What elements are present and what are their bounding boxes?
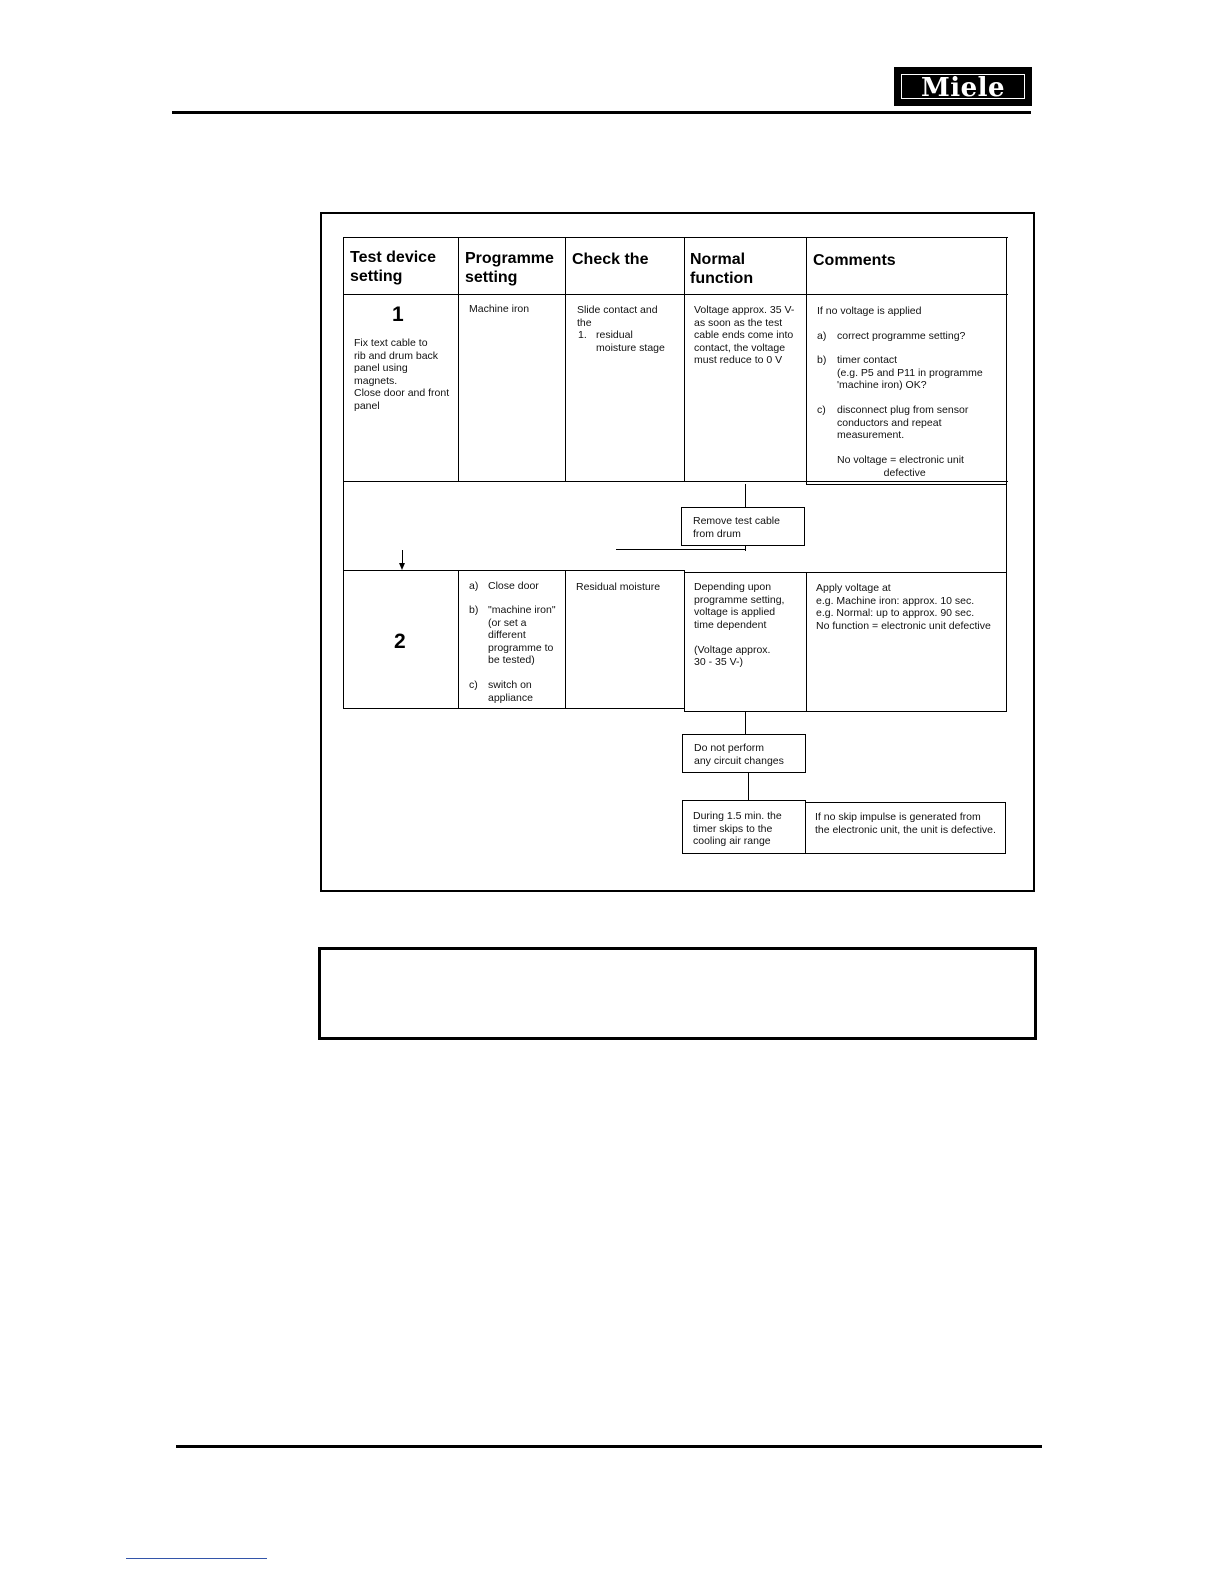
row1-comments-c: disconnect plug from sensor conductors and repeat measurement. (837, 404, 969, 441)
row2-prog-b-marker: b) (469, 604, 479, 616)
row1-comments-b: timer contact (e.g. P5 and P11 in programme 'machine iron) OK? (837, 354, 983, 391)
header-comments: Comments (813, 252, 896, 269)
note-box (318, 947, 1037, 1040)
row1-check-intro: Slide contact and the (577, 304, 658, 329)
row1-comments-a-marker: a) (817, 330, 827, 342)
row2-normal: Depending upon programme setting, voltage is applied time dependent (Voltage approx. 30 - 35 V-) (694, 581, 785, 668)
row1-comments-no-voltage: No voltage = electronic unit defective (837, 454, 964, 479)
header-check: Check the (572, 251, 649, 268)
row2-check: Residual moisture (576, 581, 661, 593)
footnote-rule (126, 1558, 267, 1559)
row1-normal: Voltage approx. 35 V- as soon as the test cable ends come into contact, the voltage must reduce to 0 V (694, 304, 795, 366)
logo-text: Miele (901, 74, 1025, 99)
miele-logo (896, 69, 1030, 104)
row1-test-device: Fix text cable to rib and drum back panel using magnets. Close door and front panel (354, 337, 450, 412)
footer-rule (176, 1445, 1042, 1448)
row2-comments: Apply voltage at e.g. Machine iron: approx. 10 sec. e.g. Normal: up to approx. 90 sec. No function = electronic unit defective (816, 582, 991, 632)
row1-comments-c-marker: c) (817, 404, 826, 416)
no-changes-text: Do not perform any circuit changes (694, 742, 784, 767)
row2-number: 2 (394, 630, 406, 653)
header-test-device: Test device setting (350, 249, 436, 285)
row2-prog-a: Close door (488, 580, 539, 592)
row1-check-item: residual moisture stage (596, 329, 665, 354)
row2-prog-a-marker: a) (469, 580, 479, 592)
row2-prog-c-marker: c) (469, 679, 478, 691)
arrow-down-icon (399, 563, 405, 570)
row1-comments-b-marker: b) (817, 354, 827, 366)
skip-defect-text: If no skip impulse is generated from the electronic unit, the unit is defective. (815, 811, 996, 836)
remove-cable-text: Remove test cable from drum (693, 515, 780, 540)
row2-prog-c: switch on appliance (488, 679, 533, 704)
row1-comments-a: correct programme setting? (837, 330, 966, 342)
header-rule (172, 111, 1031, 114)
header-normal-function: Normal function (690, 251, 754, 287)
row1-programme: Machine iron (469, 303, 530, 315)
row1-comments-intro: If no voltage is applied (817, 305, 922, 317)
row1-number: 1 (392, 303, 404, 326)
row2-prog-b: "machine iron" (or set a different programme to be tested) (488, 604, 556, 666)
header-programme: Programme setting (465, 250, 554, 286)
figure-frame (320, 212, 1035, 892)
row1-check-marker: 1. (578, 329, 587, 341)
timer-skip-text: During 1.5 min. the timer skips to the cooling air range (693, 810, 782, 847)
